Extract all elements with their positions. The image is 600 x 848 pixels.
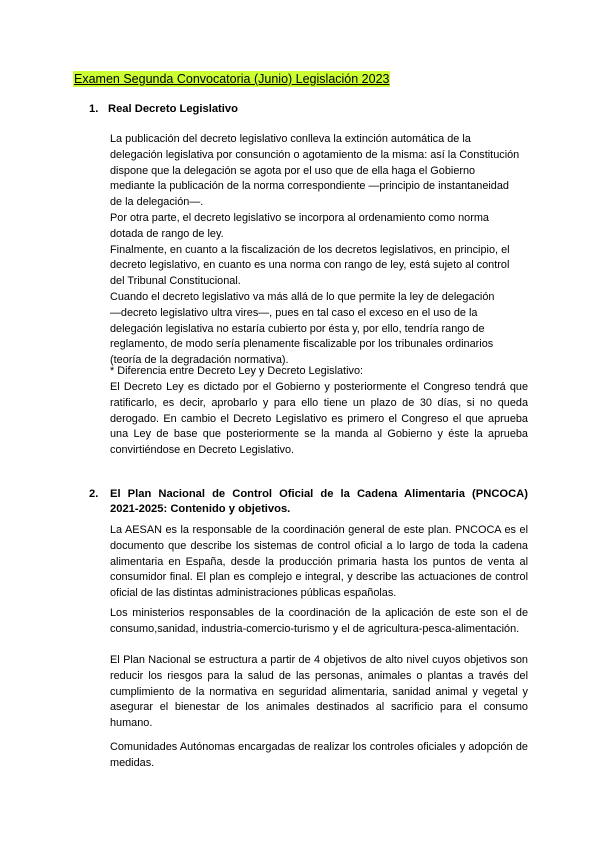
text-line: mediante la publicación de la norma correspondiente —principio de instantaneidad <box>110 180 509 193</box>
page-title: Examen Segunda Convocatoria (Junio) Legislación 2023 <box>74 72 390 86</box>
text-line: decreto legislativo, en cuanto es una norma con rango de ley, está sujeto al control <box>110 259 510 272</box>
text-line: delegación legislativa por consunción o agotamiento de la misma: así la Constitución <box>110 148 520 161</box>
text-line: delegación legislativa no estaría cubierto por ésta y, por ello, tendría rango de <box>110 322 485 335</box>
note-body: El Decreto Ley es dictado por el Gobierno y posteriormente el Congreso tendrá que ratificarlo, es decir, aprobarlo y para ello tiene un plazo de 30 días, si no queda derogado. En cambio el Decreto Legislativo es primero el Congreso el que aprueba una Ley de base que posteriormente se la manda al Gobierno y éste la aprueba convirtiéndose en Decreto Legislativo. <box>110 381 528 457</box>
section-2-paragraph-4: Comunidades Autónomas encargadas de realizar los controles oficiales y adopción de medidas. <box>110 741 528 769</box>
section-1-number: 1. <box>89 103 99 115</box>
section-2-paragraph-2: Los ministerios responsables de la coordinación de la aplicación de este son el de consumo,sanidad, industria-comercio-turismo y el de agricultura-pesca-alimentación. <box>110 607 528 635</box>
section-2-number: 2. <box>89 488 99 500</box>
section-1-heading: Real Decreto Legislativo <box>108 103 238 115</box>
text-line: dispone que la delegación se agota por el uso que de ella haga el Gobierno <box>110 164 476 177</box>
section-2-heading-line2: 2021-2025: Contenido y objetivos. <box>110 503 291 515</box>
text-line: Por otra parte, el decreto legislativo se incorpora al ordenamiento como norma <box>110 211 489 224</box>
text-line: del Tribunal Constitucional. <box>110 275 241 288</box>
note-title: * Diferencia entre Decreto Ley y Decreto Legislativo: <box>110 365 364 377</box>
text-line: dotada de rango de ley. <box>110 227 224 240</box>
section-2-paragraph-3: El Plan Nacional se estructura a partir de 4 objetivos de alto nivel cuyos objetivos son reducir los riesgos para la salud de las personas, animales o plantas a través del cumplimiento de la normativa en seguridad alimentaria, sanidad animal y vegetal y asegurar el bienestar de los animales destinados al sacrificio para el consumo humano. <box>110 654 528 730</box>
text-line: —decreto legislativo ultra vires—, pues en tal caso el exceso en el uso de la <box>110 306 478 319</box>
text-line: Finalmente, en cuanto a la fiscalización de los decretos legislativos, en principio, el <box>110 243 510 256</box>
text-line: La publicación del decreto legislativo conlleva la extinción automática de la <box>110 133 471 145</box>
text-line: Cuando el decreto legislativo va más allá de lo que permite la ley de delegación <box>110 290 495 303</box>
text-line: de la delegación—. <box>110 196 204 209</box>
section-2-paragraph-1: La AESAN es la responsable de la coordinación general de este plan. PNCOCA es el documento que describe los sistemas de control oficial a lo largo de toda la cadena alimentaria en España, desde la producción primaria hasta los puntos de venta al consumidor final. El plan es complejo e integral, y describe las actuaciones de control oficial de las distintas administraciones públicas españolas. <box>110 524 528 600</box>
text-line: (teoría de la degradación normativa). <box>110 354 289 367</box>
section-2-heading-line1: El Plan Nacional de Control Oficial de la Cadena Alimentaria (PNCOCA) <box>110 488 528 500</box>
section-1-body <box>110 132 530 369</box>
text-line: reglamento, de modo sería plenamente fiscalizable por los tribunales ordinarios <box>110 338 494 351</box>
